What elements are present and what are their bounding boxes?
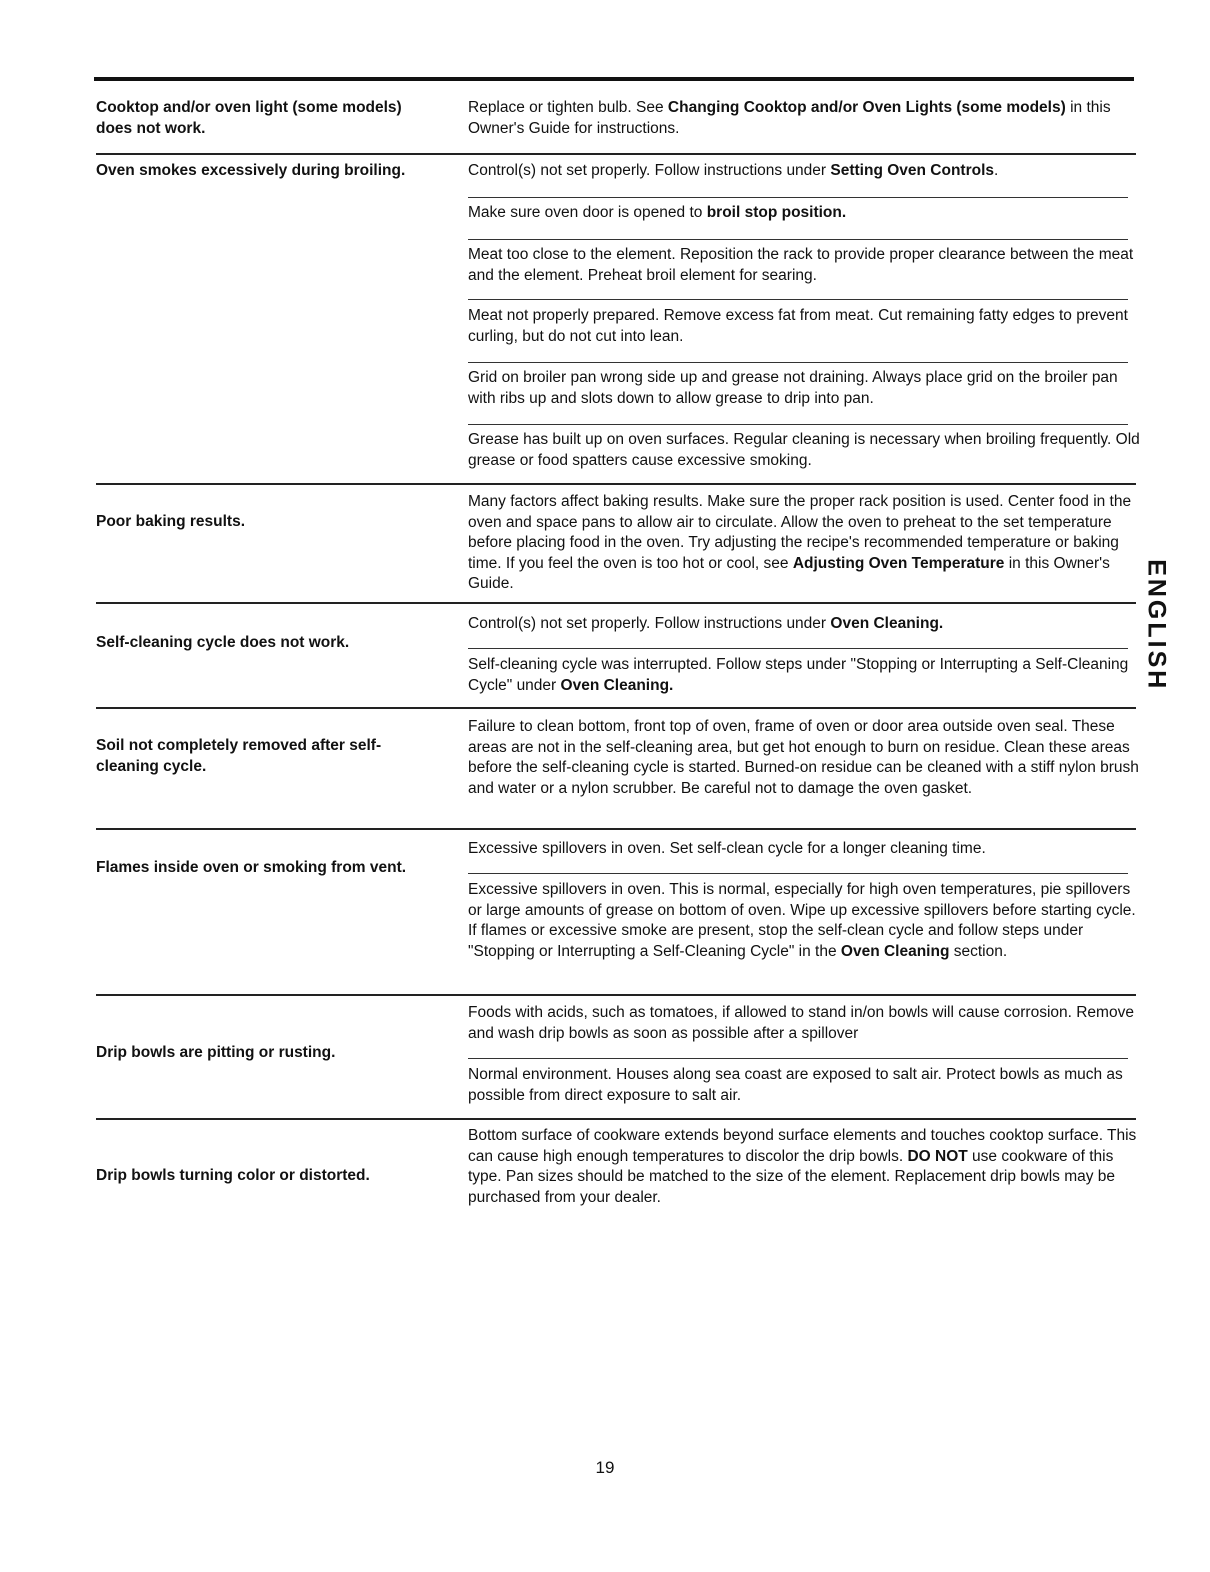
solution-divider [468, 424, 1128, 425]
language-side-tab: ENGLISH [1142, 558, 1171, 692]
solution-cookware-too-large: Bottom surface of cookware extends beyond surface elements and touches cooktop surface. This can cause high enough temperatures to discolor the drip bowls. DO NOT use cookware of this type. Pan sizes should be matched to the size of the element. Replacement drip bowls may be purchased from your dealer. [468, 1127, 1137, 1206]
problem-soil-not-removed: Soil not completely removed after self-cleaning cycle. [96, 737, 382, 775]
problem-self-clean-not-working: Self-cleaning cycle does not work. [96, 634, 350, 651]
solution-divider [468, 197, 1128, 198]
solution-divider [468, 1058, 1128, 1059]
solution-broil-stop-position: Make sure oven door is opened to broil stop position. [468, 204, 847, 221]
problem-drip-bowls-pitting: Drip bowls are pitting or rusting. [96, 1044, 336, 1061]
solution-divider [468, 362, 1128, 363]
row-divider [96, 828, 1136, 830]
solution-salt-air: Normal environment. Houses along sea coast are exposed to salt air. Protect bowls as much as possible from direct exposure to salt air. [468, 1066, 1123, 1104]
solution-divider [468, 648, 1128, 649]
page-number: 19 [595, 1458, 615, 1477]
solution-controls-not-set: Control(s) not set properly. Follow instructions under Setting Oven Controls. [468, 162, 999, 179]
problem-flames-smoking: Flames inside oven or smoking from vent. [96, 859, 407, 876]
row-divider [96, 1118, 1136, 1120]
row-divider [96, 602, 1136, 604]
problem-poor-baking: Poor baking results. [96, 513, 246, 530]
row-divider [96, 483, 1136, 485]
solution-controls-oven-cleaning: Control(s) not set properly. Follow instructions under Oven Cleaning. [468, 615, 944, 632]
solution-meat-not-prepared: Meat not properly prepared. Remove excess fat from meat. Cut remaining fatty edges to prevent curling, but do not cut into lean. [468, 307, 1128, 345]
solution-cycle-interrupted: Self-cleaning cycle was interrupted. Follow steps under "Stopping or Interrupting a Self-Cleaning Cycle" under Oven Cleaning. [468, 656, 1129, 694]
solution-divider [468, 299, 1128, 300]
solution-clean-outside-seal: Failure to clean bottom, front top of oven, frame of oven or door area outside oven seal. These areas are not in the self-cleaning area, but get hot enough to burn on residue. Clean these areas before the self-cleaning cycle is started. Burned-on residue can be cleaned with a stiff nylon brush and water or a nylon scrubber. Be careful not to damage the oven gasket. [468, 718, 1139, 797]
solution-acid-foods: Foods with acids, such as tomatoes, if allowed to stand in/on bowls will cause corrosion. Remove and wash drip bowls as soon as possible after a spillover [468, 1004, 1134, 1042]
problem-oven-smokes-broiling: Oven smokes excessively during broiling. [96, 162, 406, 179]
solution-grid-wrong-side: Grid on broiler pan wrong side up and grease not draining. Always place grid on the broiler pan with ribs up and slots down to allow grease to drip into pan. [468, 369, 1118, 407]
solution-meat-too-close: Meat too close to the element. Reposition the rack to provide proper clearance between the meat and the element. Preheat broil element for searing. [468, 246, 1134, 284]
row-divider [96, 153, 1136, 155]
solution-longer-cleaning-time: Excessive spillovers in oven. Set self-clean cycle for a longer cleaning time. [468, 840, 986, 857]
solution-spillovers-normal: Excessive spillovers in oven. This is normal, especially for high oven temperatures, pie spillovers or large amounts of grease on bottom of oven. Wipe up excessive spillovers before starting cycle. If flames or excessive smoke are present, stop the self-clean cycle and follow steps under "Stopping or Interrupting a Self-Cleaning Cycle" in the Oven Cleaning section. [468, 881, 1136, 960]
solution-divider [468, 873, 1128, 874]
problem-drip-bowls-discolored: Drip bowls turning color or distorted. [96, 1167, 370, 1184]
solution-divider [468, 239, 1128, 240]
solution-replace-bulb: Replace or tighten bulb. See Changing Cooktop and/or Oven Lights (some models) in this Owner's Guide for instructions. [468, 99, 1111, 137]
row-divider [96, 707, 1136, 709]
problem-light-not-working: Cooktop and/or oven light (some models) does not work. [96, 99, 402, 137]
row-divider [96, 994, 1136, 996]
top-rule [94, 77, 1134, 81]
solution-grease-built-up: Grease has built up on oven surfaces. Regular cleaning is necessary when broiling frequently. Old grease or food spatters cause excessive smoking. [468, 431, 1140, 469]
solution-baking-factors: Many factors affect baking results. Make sure the proper rack position is used. Center food in the oven and space pans to allow air to circulate. Allow the oven to preheat to the set temperature before placing food in the oven. Try adjusting the recipe's recommended temperature or baking time. If you feel the oven is too hot or cool, see Adjusting Oven Temperature in this Owner's Guide. [468, 493, 1132, 592]
